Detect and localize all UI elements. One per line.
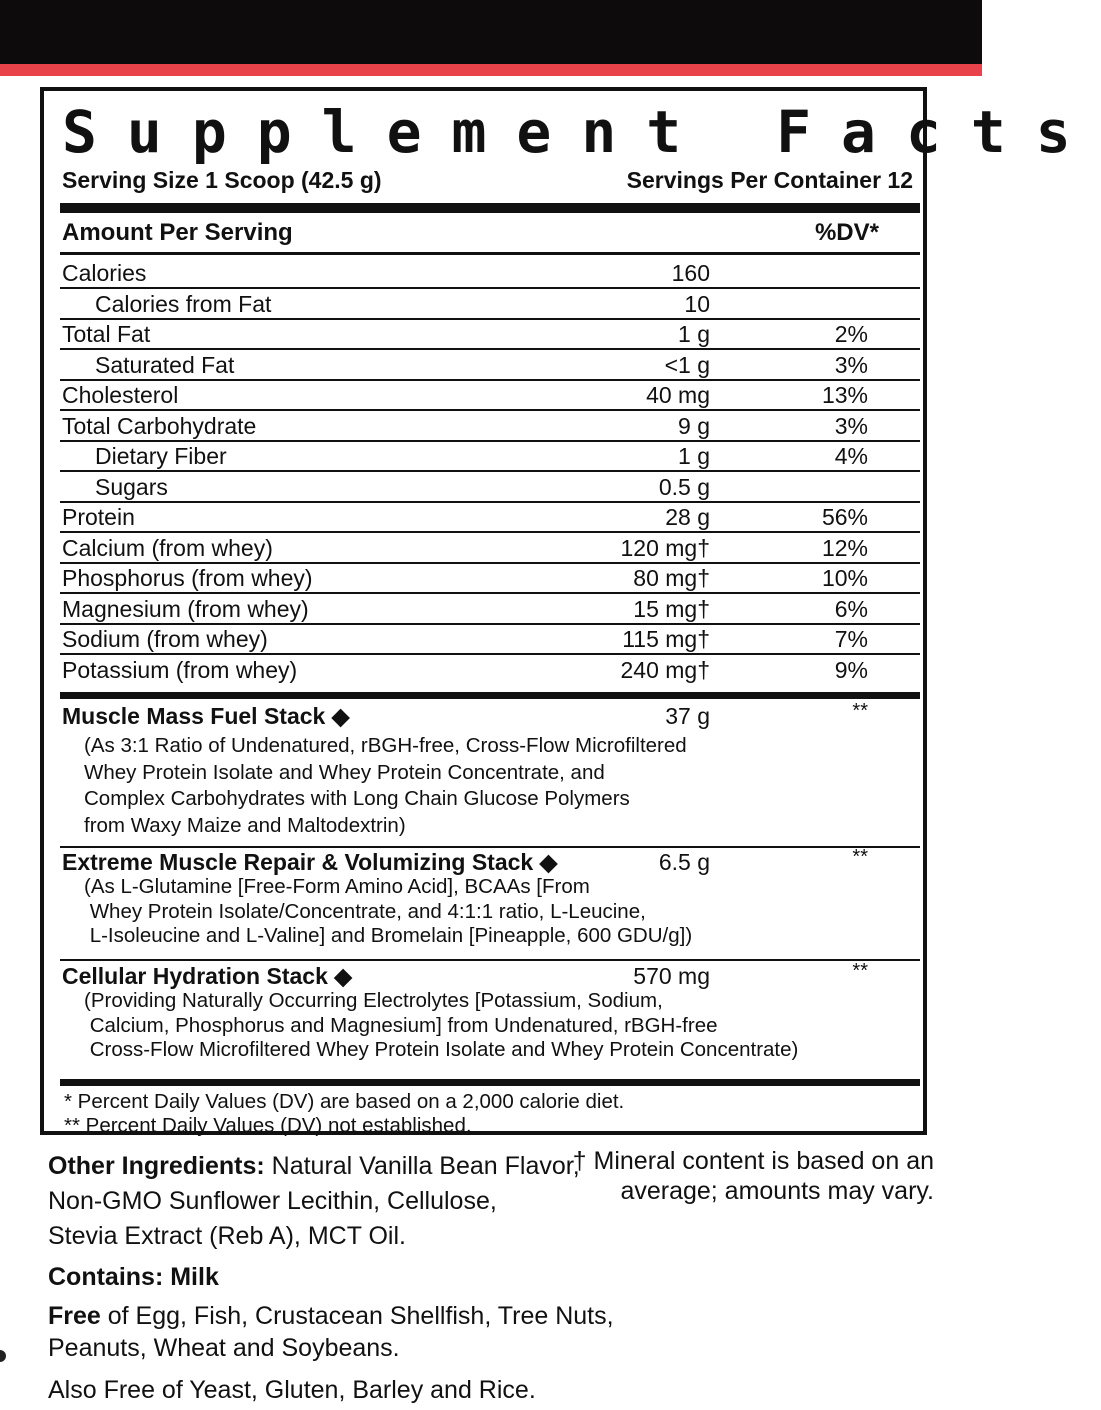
stack-name: Muscle Mass Fuel Stack ◆ bbox=[62, 703, 350, 729]
nutrient-dv: 6% bbox=[834, 595, 868, 622]
nutrient-name: Phosphorus (from whey) bbox=[62, 565, 313, 591]
nutrient-name: Total Carbohydrate bbox=[62, 412, 257, 439]
nutrient-row bbox=[60, 562, 920, 594]
nutrient-amount: 1 g bbox=[678, 321, 710, 347]
nutrient-row bbox=[60, 349, 920, 381]
nutrient-amount: 9 g bbox=[678, 412, 710, 439]
nutrient-row bbox=[60, 288, 920, 320]
footnote-dv-not-established: ** Percent Daily Values (DV) not established. bbox=[64, 1114, 472, 1137]
nutrient-name: Calcium (from whey) bbox=[62, 534, 273, 561]
nutrient-amount: 240 mg† bbox=[620, 656, 710, 683]
stack-description-line: L-Isoleucine and L-Valine] and Bromelain [Pineapple, 600 GDU/g]) bbox=[84, 924, 693, 947]
stack-dv: ** bbox=[852, 960, 868, 982]
footnote-dv-basis: * Percent Daily Values (DV) are based on a 2,000 calorie diet. bbox=[64, 1090, 625, 1113]
thick-divider-footnotes bbox=[60, 1079, 920, 1086]
stack-divider bbox=[60, 959, 920, 961]
mineral-note-line: † Mineral content is based on an bbox=[572, 1147, 934, 1175]
nutrient-row bbox=[60, 410, 920, 442]
other-ingredients-line: Natural Vanilla Bean Flavor, bbox=[264, 1152, 580, 1180]
other-ingredients-label: Other Ingredients: bbox=[48, 1152, 265, 1180]
header-divider bbox=[60, 252, 920, 255]
stack-description-line: Whey Protein Isolate/Concentrate, and 4:1:1 ratio, L-Leucine, bbox=[84, 899, 646, 923]
mineral-content-note bbox=[573, 1146, 934, 1206]
dv-header: %DV* bbox=[814, 219, 879, 246]
nutrient-name: Calories from Fat bbox=[95, 290, 272, 317]
thick-divider-stacks bbox=[60, 692, 920, 699]
nutrient-name: Dietary Fiber bbox=[95, 443, 227, 469]
free-of-line: Peanuts, Wheat and Soybeans. bbox=[48, 1334, 400, 1362]
stack-divider bbox=[60, 846, 920, 848]
stack-description-line: Cross-Flow Microfiltered Whey Protein Isolate and Whey Protein Concentrate) bbox=[84, 1038, 799, 1061]
nutrient-dv: 2% bbox=[834, 321, 868, 347]
stack-amount: 6.5 g bbox=[658, 849, 710, 875]
nutrient-row bbox=[60, 501, 920, 533]
free-label: Free bbox=[48, 1302, 101, 1330]
nutrient-row bbox=[60, 440, 920, 472]
nutrient-name: Potassium (from whey) bbox=[62, 656, 298, 683]
panel-title: Supplement Facts bbox=[62, 98, 1101, 166]
stack-amount: 37 g bbox=[665, 703, 710, 729]
stack-description-line: (As L-Glutamine [Free-Form Amino Acid], BCAAs [From bbox=[84, 875, 590, 898]
mineral-note-line: average; amounts may vary. bbox=[620, 1177, 934, 1205]
nutrient-dv: 9% bbox=[834, 656, 868, 683]
nutrient-row bbox=[60, 623, 920, 655]
nutrient-amount: 80 mg† bbox=[633, 565, 710, 591]
stack-description-line: Calcium, Phosphorus and Magnesium] from Undenatured, rBGH-free bbox=[84, 1013, 718, 1037]
nutrient-row bbox=[60, 471, 920, 503]
top-black-band bbox=[0, 0, 982, 64]
nutrient-name: Saturated Fat bbox=[95, 351, 235, 378]
contains-allergens bbox=[48, 1260, 219, 1295]
nutrient-name: Calories bbox=[62, 260, 147, 286]
nutrient-dv: 7% bbox=[834, 626, 868, 652]
nutrient-amount: 115 mg† bbox=[622, 626, 710, 652]
nutrient-name: Sugars bbox=[95, 473, 168, 500]
stack-name: Extreme Muscle Repair & Volumizing Stack ◆ bbox=[62, 849, 558, 875]
stack-description-line: Complex Carbohydrates with Long Chain Glucose Polymers bbox=[84, 787, 630, 810]
nutrient-amount: 10 bbox=[684, 290, 710, 317]
other-ingredients-line: Stevia Extract (Reb A), MCT Oil. bbox=[48, 1222, 406, 1250]
nutrient-name: Magnesium (from whey) bbox=[62, 595, 309, 622]
stack-name: Cellular Hydration Stack ◆ bbox=[62, 963, 352, 989]
nutrient-dv: 12% bbox=[821, 534, 868, 561]
other-ingredients bbox=[48, 1149, 580, 1254]
nutrient-amount: 40 mg bbox=[646, 382, 710, 408]
stack-description bbox=[84, 733, 687, 839]
nutrient-name: Protein bbox=[62, 504, 135, 530]
nutrient-row bbox=[60, 532, 920, 564]
nutrient-row bbox=[60, 593, 920, 625]
nutrient-amount: 120 mg† bbox=[620, 534, 710, 561]
free-of-statement bbox=[48, 1300, 614, 1364]
nutrient-dv: 10% bbox=[821, 565, 868, 591]
nutrient-name: Total Fat bbox=[62, 321, 151, 347]
servings-per-container: Servings Per Container 12 bbox=[626, 167, 913, 193]
stack-description-line: Whey Protein Isolate and Whey Protein Concentrate, and bbox=[84, 760, 605, 784]
nutrient-dv: 3% bbox=[834, 351, 868, 378]
free-of-line: of Egg, Fish, Crustacean Shellfish, Tree Nuts, bbox=[100, 1302, 614, 1330]
nutrient-dv: 56% bbox=[821, 504, 868, 530]
nutrient-dv: 13% bbox=[821, 382, 868, 408]
nutrient-name: Sodium (from whey) bbox=[62, 626, 268, 652]
contains-value: Milk bbox=[163, 1263, 219, 1291]
other-ingredients-line: Non-GMO Sunflower Lecithin, Cellulose, bbox=[48, 1187, 497, 1215]
stack-description-line: from Waxy Maize and Maltodextrin) bbox=[84, 813, 406, 837]
stack-amount: 570 mg bbox=[633, 963, 710, 989]
amount-per-serving-header: Amount Per Serving bbox=[62, 219, 293, 246]
stack-description bbox=[84, 989, 798, 1063]
nutrient-row bbox=[60, 257, 920, 289]
stack-description bbox=[84, 875, 692, 949]
nutrient-amount: 15 mg† bbox=[633, 595, 710, 622]
nutrient-amount: 1 g bbox=[678, 443, 710, 469]
nutrient-dv: 3% bbox=[834, 412, 868, 439]
nutrient-amount: <1 g bbox=[664, 351, 710, 378]
stack-description-line: (As 3:1 Ratio of Undenatured, rBGH-free, Cross-Flow Microfiltered bbox=[84, 734, 687, 757]
nutrient-name: Cholesterol bbox=[62, 382, 179, 408]
nutrient-row bbox=[60, 379, 920, 411]
thick-divider bbox=[60, 203, 920, 213]
stack-dv: ** bbox=[852, 700, 868, 722]
nutrient-row bbox=[60, 318, 920, 350]
top-red-stripe bbox=[0, 64, 982, 76]
nutrient-dv: 4% bbox=[834, 443, 868, 469]
contains-label: Contains: bbox=[48, 1263, 164, 1291]
serving-size: Serving Size 1 Scoop (42.5 g) bbox=[62, 167, 382, 193]
supplement-facts-panel bbox=[40, 87, 1101, 1137]
also-free-statement: Also Free of Yeast, Gluten, Barley and Rice. bbox=[48, 1376, 536, 1404]
nutrient-row bbox=[60, 654, 920, 684]
nutrient-amount: 0.5 g bbox=[658, 473, 710, 500]
stack-description-line: (Providing Naturally Occurring Electrolytes [Potassium, Sodium, bbox=[84, 989, 663, 1012]
edge-dot bbox=[0, 1350, 6, 1362]
nutrient-amount: 28 g bbox=[665, 504, 710, 530]
nutrient-amount: 160 bbox=[671, 260, 710, 286]
stack-dv: ** bbox=[852, 846, 868, 868]
